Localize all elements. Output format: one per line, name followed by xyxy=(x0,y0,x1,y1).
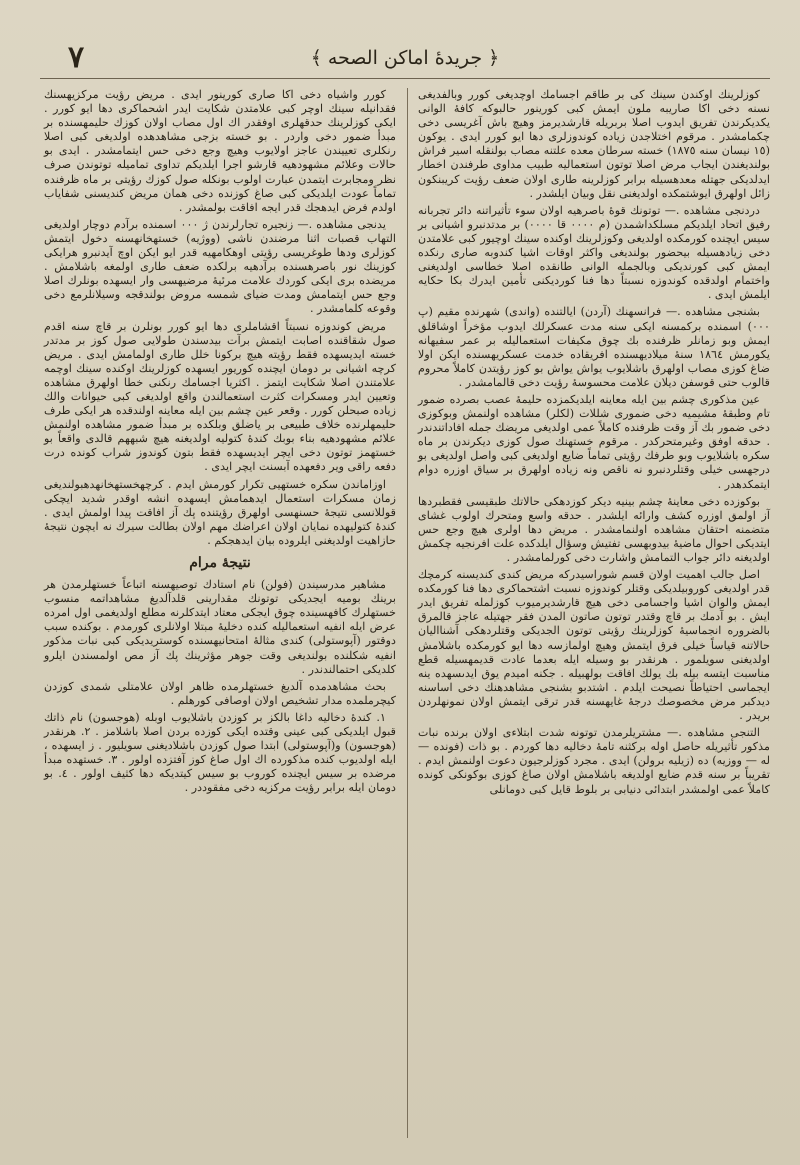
text-columns xyxy=(44,88,770,1138)
paragraph: عين مذكورى چشم بين ايله معاينه ايلديكمزده حليمهٔ عصب بصرده ضمور تام وطبقهٔ مشيميه دخى ضمورى شللات (لكلر) مشاهده اولنمش وبوكوزى دخى ضمور بك آز وقت ظرفنده كاملاً عمى اولديغى مريضك جمله افاداتندندر . حدقه اوفق وغيرمتحركدر . مرقوم خستهنك صول كوزى ديكرندن بر ماه سكره باشلايوب وبو طرفك رؤيتى تماماً ضايع اولديغى كبى واصل اولديغى بو درجهسى خيلى وقتلردنبرو نه ناقص ونه زياده اولهرق بر سياق اوزره دوام ايتمكدهدر . xyxy=(418,392,770,491)
paragraph: بشنجى مشاهده .— فرانسهنك (آردن) ايالتنده (واندى) شهرنده مقيم (پ ٠٠٠) اسمنده بركمسنه ايكى سنه مدت عسكرلك ايدوب مؤخراً اوشاقلق ايمش وبو زمانلر ظرفنده بك چوق مكيفات استعماليله بر عمر سفيهانه يكورمش ١٨٦٤ سنهٔ ميلاديهسنده افريقاده خدمت عسكريهسنده ايكن اولا ضاغ كوزى مصاب اولهرق باشلايوب يواش يواش بو كوز رؤيتدن كاملاً محروم قالوب حتى قوسفن ديلان علامت محسوسهٔ رؤيت دخى قالمامشدر . xyxy=(418,305,770,389)
paragraph: مريض كوندوزه نسبتاً اقشاملرى دها ايو كورر بونلرن بر قاچ سنه اقدم صول شقاقنده اصابت ايتمش برآت بيدسندن طولايى صول كوز بر مدتدر خسته ايديسهده فقط رؤيته هيچ بركونا خلل طارى اولمامش ايدى . مريض كرچه اشيانى بر دومان ايچنده كوريور ايسهده كوزلرينك اوكنده سينك اوچمه علامتندن اصلا شكايت ايتمز . اكثريا اجسامك رنكنى خطا اولهرق مشاهده وتعيين ايدر ومسكرات كثرت استعمالندن واقع اولديغى كبى حيوانات والك زياده صبحلن كورر . وقعر عين چشم بين ايله معاينه اولندقده هر ايكى طرف حليمهلرنده خلاف طبيعى بر ياضلق وبلكده بر مبدأ ضمور مشاهده اولنمش علائم مشهودهيه بناء بوبك كندهٔ كتوليه اولديغنه هيچ شبههم قالدى واقعاً بو خستهمز توتون دخى ايچر ايديسهده فقط بتون كوندوز شراب كونده درت دفعه راقى وير دفعهده آبسنت ايچر ايدى . xyxy=(44,319,396,474)
paragraph: اصل جالب اهميت اولان قسم شوراسيدركه مريض كندى كنديسنه كرمچك قدر اولديغى كوروبيلديكى وقتلر كوندوزه نسبت اشتحماكرى دها فنا كورمكده ايمش والوان اشيا واجسامى دخى هيچ قارشديرميوب كوزلمله تفريق ايدر ايش . بو آدمك بر قاچ وقتدر توتون صاتون المدن فقر جهتيله عاجز قالمرق بالضروره انجماسيهٔ كوزلرينك رؤيتى توتون الجديكى وقتلردهكى آشنااليان حالاتنه قياساً خيلى فرق ايتمش وهيچ اولمازسه دها ايو كورمكده باشلامش اولديغنى سويلمور . هرنقدر بو وسيله ايله بعدما عادت قديمهسيله قطع مناسبت ايتسه بيله بك يولك افاقت بولهبيله . جكنه اميدم يوق ايدىسهده ينه ايجماسى احتياطاً نصيحت ايلدم . اشتدبو بشنجى مشاهدهنك دخى اساسنه ديدكبر مرض مخصوصك درجهٔ غايهسنه قدر ترقى ايتمش اولان نمونهلردن بريدر . xyxy=(418,568,770,723)
page-header xyxy=(40,38,770,79)
paragraph: مشاهير مدرسيندن (فولن) نام استادك توصيهسنه اتباعاً خستهلرمدن هر برينك بوميه ايجديكى توتونك مقدارينى قلدآلديغ مشاهداتمه منسوب خستهلرك كافهسينده چوق ايجكى معتاد ايتدكلرنه مطلع اولديغمى اول امرده عرض ايله انفيه استعماليله كنده دخليهٔ مبتلا اولانلرى كورمدم . بوكنده سبب دوقتور (آپوستولى) كندى مثالهٔ امتحانيهسنده كوستريديكى كبى نبات مذكور انفيه شكلنده بولنديغى وقت جوهر مؤثرينك پك آز مص اولمسندن ايلرو كلديكى احتمالندندر . xyxy=(44,578,396,676)
paragraph: بوكوزده دخى معاينهٔ چشم بينيه ديكر كوزدهكى حالاتك طبقيسى فقطبردها آز اولمق اوزره كشف وارائه ايلشدر . حدقه واسع ومتحرك اولوب غشاى متضمنه احتقان مشاهده اولنمامشدر . مريض دها اولرى هيچ وجع حس ايتديكى احوال ماضيهٔ بيدوبهسى تفتيش وسؤال ايلدكده علت افرنجيه چكمش اولديغنه دائر جواب التمامش واشارت دخى كورلمامشدر . xyxy=(418,494,770,564)
paragraph: يدنجى مشاهده .— زنجيره تجارلرندن ژ ٠٠٠ اسمنده برآدم دوچار اولديغى التهاب قصبات اثنا مرضندن ناشى (ووژيه) خستهخانهسنه دخول ايتمش كوزلرى ودها طوغريسى رؤيتى اوهكامهيه قدر ايو ايكن اوچ آيدنبرو هرايكى كوزينك نور باصرهسنده برآدهيه برلكده ضعف طارى اولمغه باشلامش . مريضده برى ايكى كوردك علامت مرئيهٔ مرضيهسى وار ايسهده بونلرك اصلا وجع حس ايتمامش ومدت ضياى شمسه مروض بولندقجه وسيلانلرمع دخى وقوعه كلمامشدر . xyxy=(44,217,396,316)
paragraph: اوزاماندن سكره خستهيى تكرار كورمش ايدم . كرچهخستهخانهدهبولنديغى زمان مسكرات استعمال ايدهمامش ايسهده انشه اوقدر شديد ايچكى قوللانسى نتيجهٔ حسنهسى اولهرق رؤيتنده پك آز افاقت پيدا اولمش ايدى . كندهٔ كتوليهده نمايان اولان اعراضك مهم اولان بطالت سيرك نه ايچون نتيجهٔ حازاهيت اولديغنى ايلروده بيان ايدهجكم . xyxy=(44,477,396,547)
paragraph: ١. كندهٔ دخاليه داغا بالكز بر كوزدن باشلايوب اوبله (هوجسون) نام ذاتك قبول ايلديكى كبى عينى وقتده ايكى كوزده بردن اصلا باشلامز . ٢. هرنقدر (هوجسون) و(آپوستولى) ابتدا صول كوزدن باشلاديغنى سويليور . ز ايسهده ، ايله اولديوب كنده مذكورده اك اول صاغ كوز آفتزده اولور . ٣. خستهده مبدأ مرضده بر سيس ايچنده كوروب بو سيس كيتديكه دها كثيف اولور . ٤. بو دومان ايله برابر رؤيت مركزيه دخى مفقوددر . xyxy=(44,710,396,795)
running-title: ﴿ جريدهٔ اماكن الصحه ﴾ xyxy=(310,47,500,69)
right-column xyxy=(418,88,770,1138)
column-divider xyxy=(407,88,408,1138)
section-heading: نتيجهٔ مرام xyxy=(189,555,251,571)
paragraph: كورر واشياه دخى اكا صارى كورينور ايدى . مريض رؤيت مركزيهسنك فقدانيله سينك اوچر كبى علامتدن شكايت ايدر اشحماكرى دها ايو كورر . ايكى كوزلرينك حدقهلرى اوفقدر اك اول مصاب اولان كوزك حليمهسنده بر مبدأ ضمور دخى واردر . بو خسته بزجى مشاهدهده اولديغى كبى اصلا رنكلرى تعييندن عاجز اولايوب وهيچ وجع دخى حس ايتمامشدر . ايدى بو حالات وعلائم مشهودهيه قارشو اجرا ايلديكم تداوى تماميله توتوندن صرف نظر ومجابرت ايتمدن عبارت اولوب بونكله صول كوزك رؤيتى بر ماه ظرفنده تماماً عودت ايلديكى كبى صاغ كوزنده دخى همان مريض كنديسنى شفاياب اولدم فرض ايدهجك قدر ايجه افاقت بولمشدر . xyxy=(44,88,396,214)
paragraph: كوزلرينك اوكندن سينك كى بر طاقم اجسامك اوچديغى كورر وبالفديغى نسنه دخى اكا صاريبه ملون ايمش كبى كورينور حالبوكه كافهٔ الوانى يكديكرندن تفريق ايدوب اصلا بربريله قارشديرمز وهيچ باش آغريسى دخى چكمامشدر . مرقوم اختلاجدن زياده كوندوزلرى دها ايو كورر ايدى . يوكون (١٥ نيسان سنه ١٨٧٥) خسته سرطان معده علتنه مصاب بولنقله اسير فراش بولنديغندن ايجاب مرض اصلا توتون استعماليه طبيب مداوى طرفندن اخطار ايدلديكى جهتله معدهسيله برابر كوزلرينه طارى اولان ضعف رؤيت كريبنكون زائل اولهرق ايوشتمكده اولديغنى نقل وبيان ايلشدر . xyxy=(418,88,771,200)
page-number: ٧ xyxy=(68,40,85,75)
paragraph: دردنجى مشاهده .— توتونك قوهٔ باصرهيه اولان سوء تأثيراتنه دائر تجربانه رفيق اتحاد ايلديكم مسلكداشمدن (م ٠٠٠٠ قا ٠٠٠٠) بر مدتدنبرو اشيانى بر سيس ايچنده كورمكده اولديغى وكوزلرينك اوكنده سينك اوچيور كبى علامتدن دخى زيادهسيله بيحضور بولنديغى واكثر اوقات اشيا كندوبه صارى رنكده ايمش كبى كورنديكى وبالجمله الوانى طانقده اصلا خطاسى اولديغنى واختمام اولدقده كوندوزه نسبتاً دها فنا كورديكنى تأمين ايدرك بكا حكايه ايلمش ايدى . xyxy=(418,203,770,302)
paragraph: التنجى مشاهده .— مشتريلرمدن توتونه شدت ابتلاءى اولان برنده نبات مذكور تأثيريله حاصل اوله بركثنه تامهٔ دخاليه دها كوردم . بو ذات (فونده — له — ووزيه) ده (زيليه برولن) ايدى . مجرد كوزلرجيون دعوت اولنمش ايدم . تقريباً بر سنه قدم ضايع اولديغه باشلامش اولان صاغ كوزى بوكونكى كونده كاملاً عمى اولمشدر ابتدائى دنيابى بر بلوط قايل كبى دومانلى xyxy=(418,726,770,796)
left-column xyxy=(44,88,396,1138)
paragraph: بحث مشاهدمده آلديغ خستهلرمده ظاهر اولان علامتلى شمدى كوزدن كيچرملمده مدار تشخيص اولان اوصافى كورهلم . xyxy=(44,679,396,707)
